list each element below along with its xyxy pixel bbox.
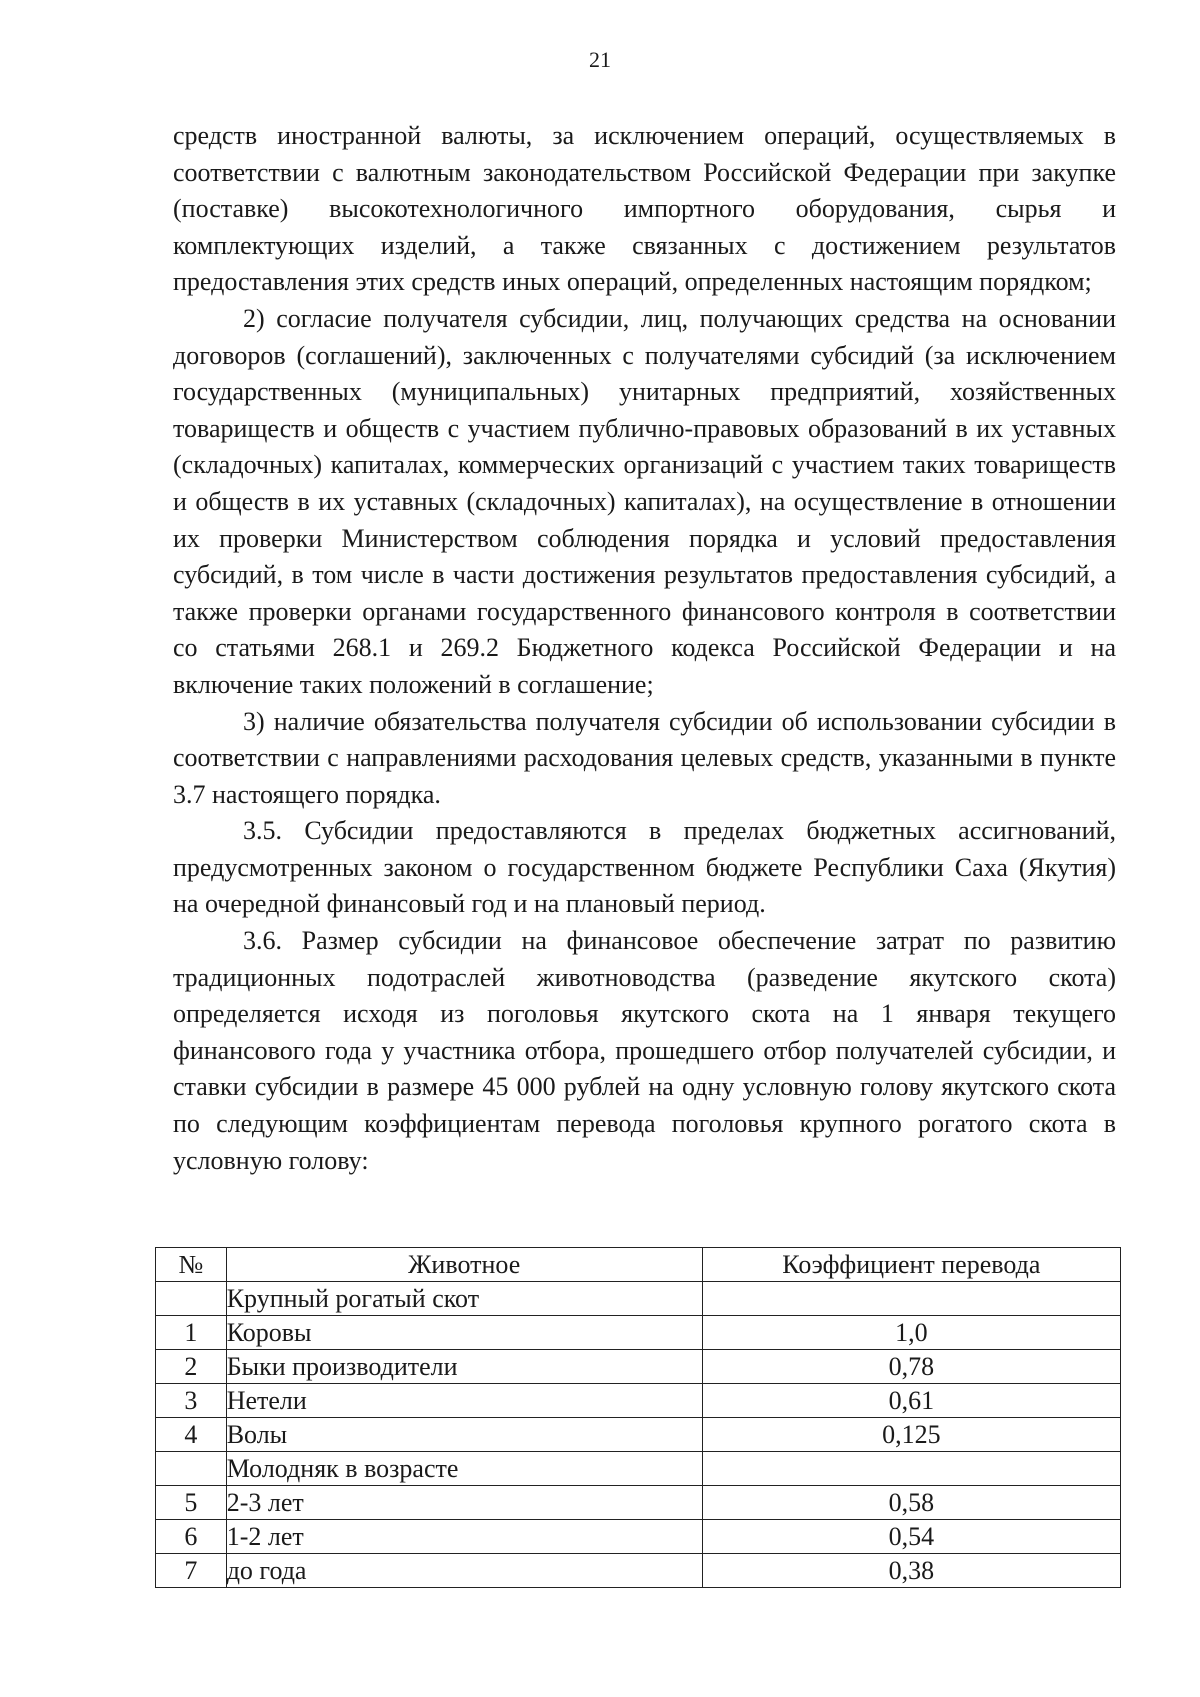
table-row [156,1486,1121,1520]
row-number: 6 [156,1520,227,1554]
row-animal: 2-3 лет [226,1486,702,1520]
paragraph-item-3: 3) наличие обязательства получателя субсидии об использовании субсидии в соответствии с направлениями расходования целевых средств, указанными в пункте 3.7 настоящего порядка. [173,706,1116,809]
row-coefficient: 0,54 [702,1520,1120,1554]
document-body [173,118,1116,1179]
paragraph-item-2: 2) согласие получателя субсидии, лиц, получающих средства на основании договоров (соглашений), заключенных с получателями субсидий (за исключением государственных (муниципальных) унитарных предприятий, хозяйственных товариществ и обществ с участием публично-правовых образований в их уставных (складочных) капиталах, коммерческих организаций с участием таких товариществ и обществ в их уставных (складочных) капиталах), на осуществление в отношении их проверки Министерством соблюдения порядка и условий предоставления субсидий, в том числе в части достижения результатов предоставления субсидий, а также проверки органами государственного финансового контроля в соответствии со статьями 268.1 и 269.2 Бюджетного кодекса Российской Федерации и на включение таких положений в соглашение; [173,303,1116,699]
group-label-young-stock: Молодняк в возрасте [226,1452,702,1486]
table-group-row [156,1452,1121,1486]
row-coefficient: 0,125 [702,1418,1120,1452]
row-number: 5 [156,1486,227,1520]
row-number: 7 [156,1554,227,1588]
row-coefficient: 0,78 [702,1350,1120,1384]
table-row [156,1384,1121,1418]
table-group-row [156,1282,1121,1316]
row-animal: 1-2 лет [226,1520,702,1554]
row-number: 4 [156,1418,227,1452]
row-coefficient: 0,38 [702,1554,1120,1588]
row-animal: Нетели [226,1384,702,1418]
header-animal: Животное [226,1248,702,1282]
table-header-row [156,1248,1121,1282]
row-coefficient: 1,0 [702,1316,1120,1350]
table-row [156,1520,1121,1554]
group-label-cattle: Крупный рогатый скот [226,1282,702,1316]
row-number: 2 [156,1350,227,1384]
group-number-cell [156,1282,227,1316]
table-row [156,1554,1121,1588]
table-row [156,1316,1121,1350]
row-animal: Волы [226,1418,702,1452]
row-number: 1 [156,1316,227,1350]
group-coef-cell [702,1282,1120,1316]
header-coefficient: Коэффициент перевода [702,1248,1120,1282]
row-number: 3 [156,1384,227,1418]
paragraph-continuation: средств иностранной валюты, за исключением операций, осуществляемых в соответствии с валютным законодательством Российской Федерации при закупке (поставке) высокотехнологичного импортного оборудования, сырья и комплектующих изделий, а также связанных с достижением результатов предоставления этих средств иных операций, определенных настоящим порядком; [173,121,1116,297]
group-number-cell [156,1452,227,1486]
group-coef-cell [702,1452,1120,1486]
paragraph-clause-3-5: 3.5. Субсидии предоставляются в пределах бюджетных ассигнований, предусмотренных законом о государственном бюджете Республики Саха (Якутия) на очередной финансовый год и на плановый период. [173,816,1116,919]
row-animal: Коровы [226,1316,702,1350]
row-animal: Быки производители [226,1350,702,1384]
table-row [156,1350,1121,1384]
row-coefficient: 0,61 [702,1384,1120,1418]
header-number: № [156,1248,227,1282]
page-number: 21 [589,47,611,72]
row-coefficient: 0,58 [702,1486,1120,1520]
conversion-coefficient-table [155,1247,1121,1588]
row-animal: до года [226,1554,702,1588]
paragraph-clause-3-6: 3.6. Размер субсидии на финансовое обеспечение затрат по развитию традиционных подотраслей животноводства (разведение якутского скота) определяется исходя из поголовья якутского скота на 1 января текущего финансового года у участника отбора, прошедшего отбор получателей субсидии, и ставки субсидии в размере 45 000 рублей на одну условную голову якутского скота по следующим коэффициентам перевода поголовья крупного рогатого скота в условную голову: [173,926,1116,1175]
table-row [156,1418,1121,1452]
